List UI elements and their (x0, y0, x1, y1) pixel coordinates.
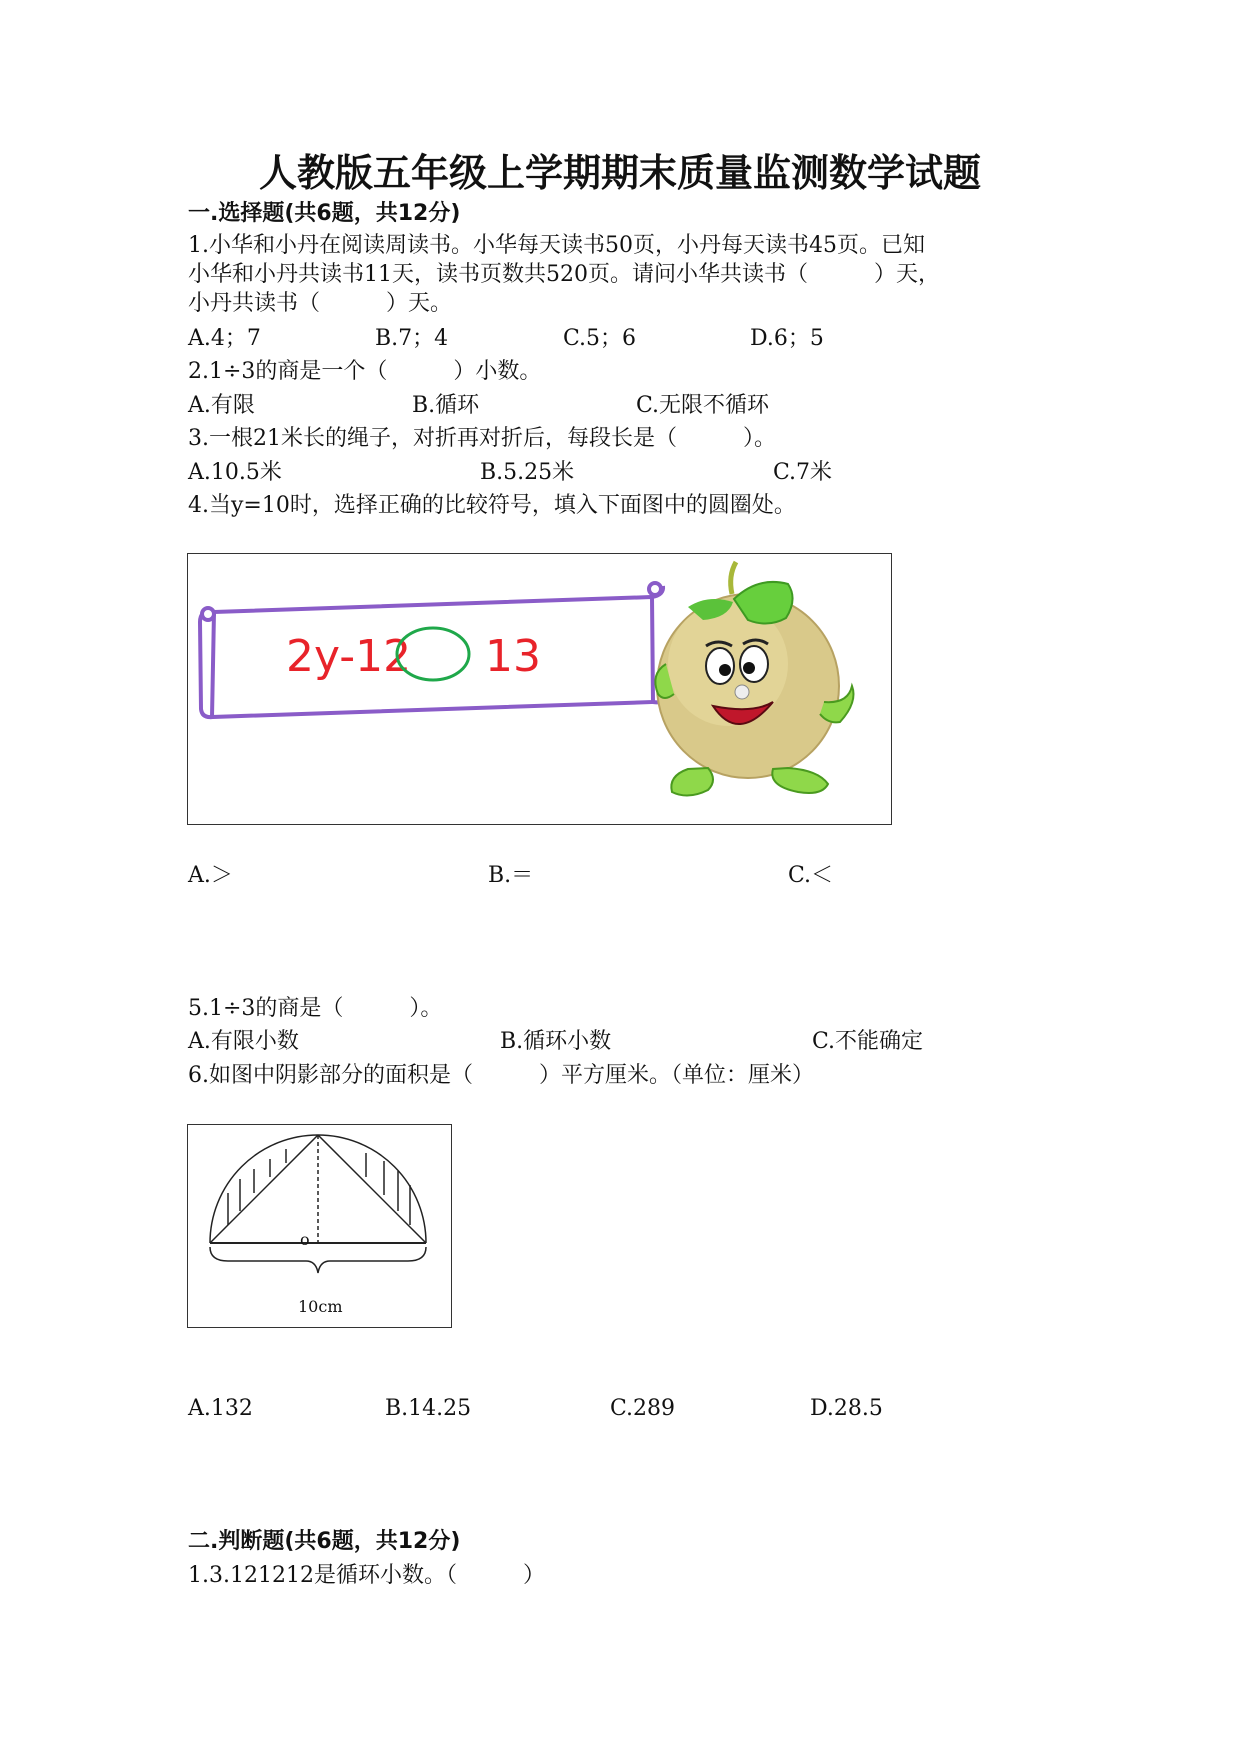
question-4-stem: 4.当y=10时，选择正确的比较符号，填入下面图中的圆圈处。 (188, 493, 796, 518)
option-b[interactable]: B.7；4 (375, 326, 449, 351)
option-d[interactable]: D.6；5 (750, 326, 824, 351)
value-text: 13 (485, 631, 541, 682)
expression-text: 2y-12 (286, 631, 412, 682)
melon-mascot-icon (655, 562, 853, 796)
option-a[interactable]: A.132 (188, 1396, 253, 1421)
page-title: 人教版五年级上学期期末质量监测数学试题 (258, 151, 981, 195)
question-1-line-1: 1.小华和小丹在阅读周读书。小华每天读书50页，小丹每天读书45页。已知 (188, 233, 925, 258)
option-d[interactable]: D.28.5 (810, 1396, 883, 1421)
option-a[interactable]: A.有限小数 (188, 1029, 299, 1054)
option-a[interactable]: A.10.5米 (188, 460, 282, 485)
scroll-banner (200, 583, 664, 717)
option-c[interactable]: C.无限不循环 (636, 393, 770, 418)
option-b[interactable]: B.5.25米 (480, 460, 575, 485)
option-c[interactable]: C.＜ (788, 863, 834, 888)
question-6-figure (187, 1124, 452, 1328)
width-label: 10cm (298, 1297, 343, 1316)
semicircle-diagram (210, 1135, 426, 1273)
question-6-stem: 6.如图中阴影部分的面积是（ ）平方厘米。（单位：厘米） (188, 1063, 814, 1088)
option-a[interactable]: A.＞ (188, 863, 233, 888)
section-heading: 一.选择题(共6题，共12分) (188, 201, 461, 226)
question-1-line-3: 小丹共读书（ ）天。 (188, 291, 453, 316)
option-a[interactable]: A.4；7 (188, 326, 261, 351)
option-c[interactable]: C.5；6 (563, 326, 637, 351)
center-label: o (300, 1230, 310, 1249)
option-c[interactable]: C.289 (610, 1396, 676, 1421)
option-b[interactable]: B.14.25 (385, 1396, 472, 1421)
question-3-stem: 3.一根21米长的绳子，对折再对折后，每段长是（ ）。 (188, 426, 776, 451)
option-b[interactable]: B.循环 (412, 393, 480, 418)
option-a[interactable]: A.有限 (188, 393, 255, 418)
option-b[interactable]: B.循环小数 (500, 1029, 612, 1054)
judge-question-1: 1.3.121212是循环小数。（ ） (188, 1563, 545, 1588)
option-c[interactable]: C.7米 (773, 460, 833, 485)
question-4-figure (187, 553, 892, 825)
question-2-stem: 2.1÷3的商是一个（ ）小数。 (188, 359, 542, 384)
option-c[interactable]: C.不能确定 (812, 1029, 924, 1054)
option-b[interactable]: B.＝ (488, 863, 534, 888)
question-1-line-2: 小华和小丹共读书11天，读书页数共520页。请问小华共读书（ ）天， (188, 262, 940, 287)
section-heading: 二.判断题(共6题，共12分) (188, 1529, 461, 1554)
question-5-stem: 5.1÷3的商是（ ）。 (188, 996, 443, 1021)
